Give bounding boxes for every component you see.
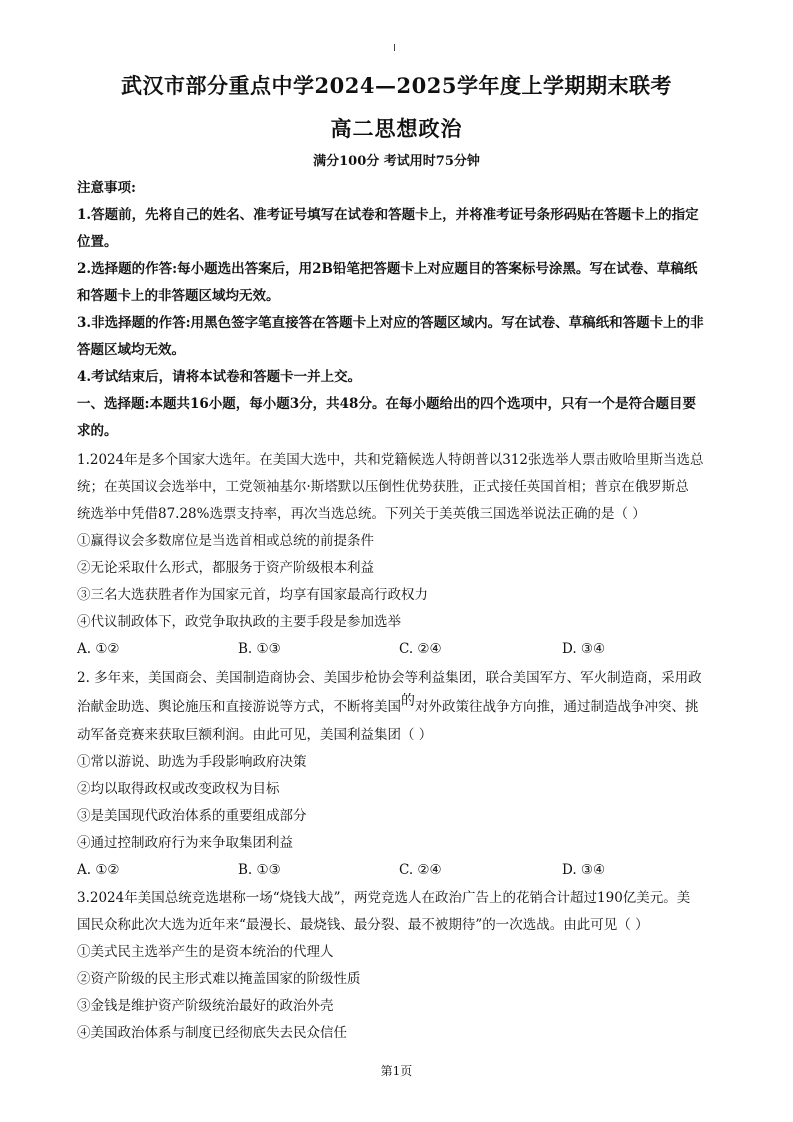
page-number: 第1页 <box>380 1064 413 1078</box>
q2-stem-line-2a: 治献金助选、舆论施压和直接游说等方式，不断将美国 <box>77 699 401 715</box>
note-1-line-1: 1.答题前，先将自己的姓名、准考证号填写在试卷和答题卡上，并将准考证号条形码贴在答题卡上的指定 <box>77 207 699 223</box>
q1-statement-2: ②无论采取什么形式，都服务于资产阶级根本利益 <box>77 560 374 576</box>
q1-statement-3: ③三名大选获胜者作为国家元首，均享有国家最高行政权力 <box>77 587 428 603</box>
exam-subject: 高二思想政治 <box>330 116 463 141</box>
note-4: 4.考试结束后，请将本试卷和答题卡一并上交。 <box>77 369 362 385</box>
top-tick-mark <box>394 44 395 51</box>
q1-option-a[interactable]: A. ①② <box>77 641 120 657</box>
note-3-line-1: 3.非选择题的作答:用黑色签字笔直接答在答题卡上对应的答题区域内。写在试卷、草稿纸和答题卡上的非 <box>77 315 704 331</box>
q2-option-d[interactable]: D. ③④ <box>562 862 606 878</box>
q3-statement-3: ③金钱是维护资产阶级统治最好的政治外壳 <box>77 998 334 1014</box>
q2-option-a[interactable]: A. ①② <box>77 862 120 878</box>
q1-statement-4: ④代议制政体下，政党争取执政的主要手段是参加选举 <box>77 614 401 630</box>
q3-stem-line-1: 3.2024年美国总统竞选堪称一场“烧钱大战”，两党竞选人在政治广告上的花销合计超过190亿美元。美 <box>77 890 691 906</box>
q1-option-c[interactable]: C. ②④ <box>399 641 442 657</box>
section-1-heading-line-2: 求的。 <box>77 423 118 439</box>
q3-statement-2: ②资产阶级的民主形式难以掩盖国家的阶级性质 <box>77 971 361 987</box>
q1-stem-line-1: 1.2024年是多个国家大选年。在美国大选中，共和党籍候选人特朗普以312张选举人票击败哈里斯当选总 <box>77 452 704 468</box>
q1-statement-1: ①赢得议会多数席位是当选首相或总统的前提条件 <box>77 533 374 549</box>
q2-option-c[interactable]: C. ②④ <box>399 862 442 878</box>
q2-stem-line-1: 2. 多年来，美国商会、美国制造商协会、美国步枪协会等利益集团，联合美国军方、军火制造商，采用政 <box>77 670 702 686</box>
note-2-line-1: 2.选择题的作答:每小题选出答案后，用2B铅笔把答题卡上对应题目的答案标号涂黑。写在试卷、草稿纸 <box>77 261 698 277</box>
q2-statement-2: ②均以取得政权或改变政权为目标 <box>77 781 280 797</box>
q3-statement-1: ①美式民主选举产生的是资本统治的代理人 <box>77 944 334 960</box>
exam-title: 武汉市部分重点中学2024—2025学年度上学期期末联考 <box>121 73 672 98</box>
q2-stem-line-3: 动军备竞赛来获取巨额利润。由此可见，美国利益集团（ ） <box>77 727 433 743</box>
q1-option-d[interactable]: D. ③④ <box>562 641 606 657</box>
q2-stem-superscript: 的 <box>401 693 415 709</box>
notes-heading: 注意事项: <box>77 180 136 196</box>
q3-statement-4: ④美国政治体系与制度已经彻底失去民众信任 <box>77 1025 347 1041</box>
q3-stem-line-2: 国民众称此次大选为近年来“最漫长、最烧钱、最分裂、最不被期待”的一次选战。由此可见（ ） <box>77 917 649 933</box>
q2-statement-3: ③是美国现代政治体系的重要组成部分 <box>77 808 307 824</box>
q2-statement-1: ①常以游说、助选为手段影响政府决策 <box>77 754 307 770</box>
q1-stem-line-3: 统选举中凭借87.28%选票支持率，再次当选总统。下列关于美英俄三国选举说法正确的是（ ） <box>77 506 646 522</box>
q2-stem-line-2b: 对外政策往战争方向推，通过制造战争冲突、挑 <box>415 699 699 715</box>
q2-stem-line-2 <box>77 693 699 716</box>
q2-statement-4: ④通过控制政府行为来争取集团利益 <box>77 835 293 851</box>
q2-option-b[interactable]: B. ①③ <box>238 862 281 878</box>
note-3-line-2: 答题区域均无效。 <box>77 342 185 358</box>
section-1-heading-line-1: 一、选择题:本题共16小题，每小题3分，共48分。在每小题给出的四个选项中，只有一个是符合题目要 <box>77 396 696 412</box>
score-and-time: 满分100分 考试用时75分钟 <box>313 154 480 169</box>
q1-stem-line-2: 统；在英国议会选举中，工党领袖基尔·斯塔默以压倒性优势获胜，正式接任英国首相；普京在俄罗斯总 <box>77 479 689 495</box>
q1-option-b[interactable]: B. ①③ <box>238 641 281 657</box>
note-1-line-2: 位置。 <box>77 234 118 250</box>
note-2-line-2: 和答题卡上的非答题区域均无效。 <box>77 288 280 304</box>
